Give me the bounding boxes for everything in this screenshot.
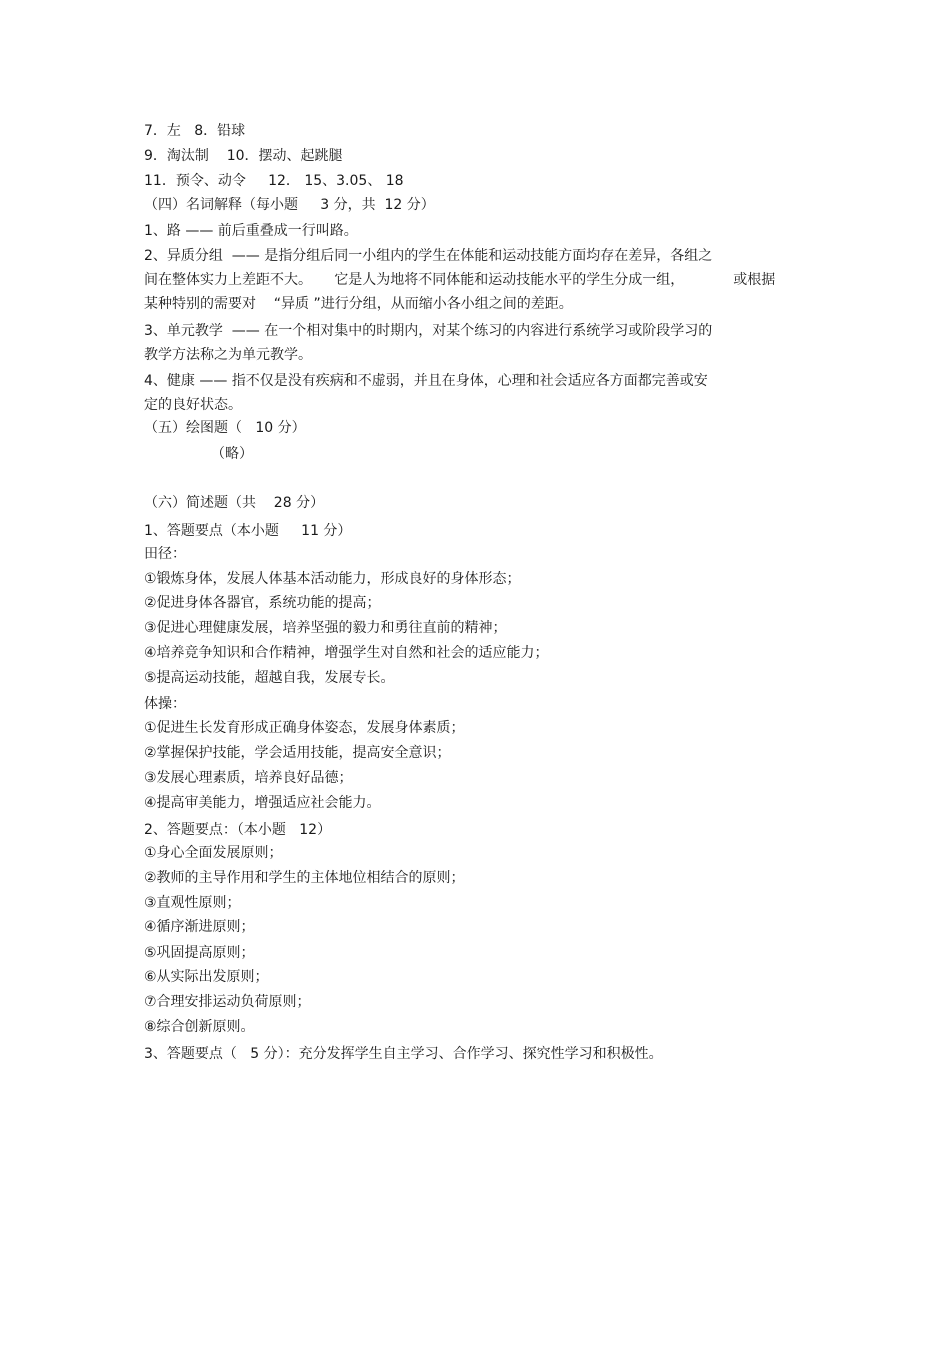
section6-heading: （六）简述题（共 28 分） <box>144 495 325 511</box>
answer-line-7-8: 7．左 8．铅球 <box>144 123 246 139</box>
q1-gym-label: 体操： <box>144 696 186 712</box>
answer-line-11-12: 11．预令、动令 12． 15、3.05、 18 <box>144 173 404 189</box>
q1-track-label: 田径： <box>144 546 186 562</box>
term3-line2: 教学方法称之为单元教学。 <box>144 347 312 363</box>
list-item: ④培养竞争知识和合作精神，增强学生对自然和社会的适应能力； <box>144 645 549 661</box>
list-item: ③发展心理素质，培养良好品德； <box>144 770 353 786</box>
term3-line1: 3、单元教学 —— 在一个相对集中的时期内，对某个练习的内容进行系统学习或阶段学习的 <box>144 323 713 339</box>
list-item: ①锻炼身体，发展人体基本活动能力，形成良好的身体形态； <box>144 571 521 587</box>
answer-line-9-10: 9．淘汰制 10．摆动、起跳腿 <box>144 148 343 164</box>
list-item: ②教师的主导作用和学生的主体地位相结合的原则； <box>144 870 465 886</box>
q1-heading: 1、答题要点（本小题 11 分） <box>144 523 352 539</box>
term2-line1: 2、异质分组 —— 是指分组后同一小组内的学生在体能和运动技能方面均存在差异，各组之 <box>144 248 713 264</box>
term2-line2: 间在整体实力上差距不大。 它是人为地将不同体能和运动技能水平的学生分成一组， 或根据 <box>144 272 776 288</box>
term1-line: 1、路 —— 前后重叠成一行叫路。 <box>144 223 358 239</box>
list-item: ①促进生长发育形成正确身体姿态，发展身体素质； <box>144 720 465 736</box>
list-item: ⑦合理安排运动负荷原则； <box>144 994 311 1010</box>
list-item: ③促进心理健康发展，培养坚强的毅力和勇往直前的精神； <box>144 620 507 636</box>
section5-heading: （五）绘图题（ 10 分） <box>144 420 306 436</box>
list-item: ②促进身体各器官，系统功能的提高； <box>144 595 381 611</box>
section5-note: （略） <box>211 446 253 462</box>
list-item: ⑥从实际出发原则； <box>144 969 269 985</box>
list-item: ⑧综合创新原则。 <box>144 1019 255 1035</box>
list-item: ④提高审美能力，增强适应社会能力。 <box>144 795 381 811</box>
term4-line1: 4、健康 —— 指不仅是没有疾病和不虚弱，并且在身体，心理和社会适应各方面都完善或安 <box>144 373 708 389</box>
list-item: ①身心全面发展原则； <box>144 845 283 861</box>
term2-line3: 某种特别的需要对 “异质 ”进行分组，从而缩小各小组之间的差距。 <box>144 296 573 312</box>
list-item: ⑤巩固提高原则； <box>144 945 255 961</box>
list-item: ④循序渐进原则； <box>144 919 255 935</box>
list-item: ⑤提高运动技能，超越自我，发展专长。 <box>144 670 395 686</box>
q3-line: 3、答题要点（ 5 分）：充分发挥学生自主学习、合作学习、探究性学习和积极性。 <box>144 1046 663 1062</box>
q2-heading: 2、答题要点：（本小题 12） <box>144 822 332 838</box>
term4-line2: 定的良好状态。 <box>144 397 242 413</box>
list-item: ③直观性原则； <box>144 895 241 911</box>
list-item: ②掌握保护技能，学会适用技能，提高安全意识； <box>144 745 451 761</box>
section4-heading: （四）名词解释（每小题 3 分，共 12 分） <box>144 197 435 213</box>
